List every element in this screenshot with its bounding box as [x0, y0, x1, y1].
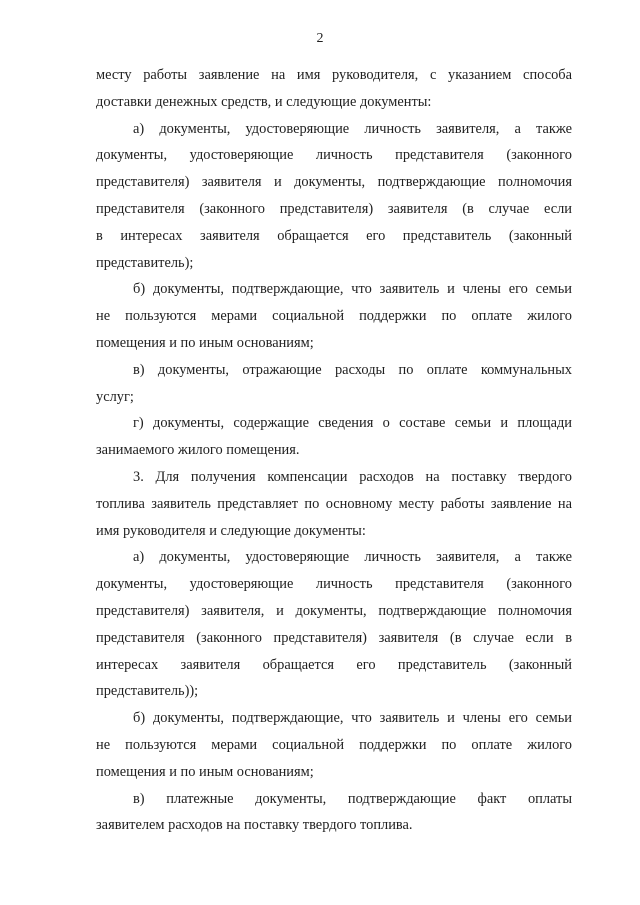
paragraph-p-v2 [96, 786, 572, 840]
paragraph-p-g1 [96, 410, 572, 464]
text-line: в интересах заявителя обращается его представитель (законный [96, 227, 572, 244]
text-line: представителя (законного представителя) заявителя (в случае если в [96, 629, 572, 646]
text-line: помещения и по иным основаниям; [96, 334, 314, 351]
text-line: представитель); [96, 254, 194, 271]
document-body [96, 62, 572, 839]
text-line: б) документы, подтверждающие, что заявитель и члены его семьи [133, 281, 572, 298]
paragraph-p-a1 [96, 116, 572, 277]
text-line: а) документы, удостоверяющие личность заявителя, а также [133, 120, 572, 137]
text-line: документы, удостоверяющие личность представителя (законного [96, 576, 572, 593]
text-line: г) документы, содержащие сведения о составе семьи и площади [133, 415, 572, 432]
paragraph-p-b2 [96, 705, 572, 785]
text-line: а) документы, удостоверяющие личность заявителя, а также [133, 549, 572, 566]
text-line: помещения и по иным основаниям; [96, 763, 314, 780]
text-line: интересах заявителя обращается его представитель (законный [96, 656, 572, 673]
paragraph-p-intro-cont [96, 62, 572, 116]
paragraph-p-3 [96, 464, 572, 544]
text-line: представитель)); [96, 683, 199, 700]
page-number: 2 [316, 31, 324, 46]
text-line: заявителем расходов на поставку твердого топлива. [96, 817, 413, 834]
text-line: имя руководителя и следующие документы: [96, 522, 366, 539]
text-line: документы, удостоверяющие личность представителя (законного [96, 147, 572, 164]
text-line: месту работы заявление на имя руководителя, с указанием способа [96, 67, 572, 83]
text-line: доставки денежных средств, и следующие документы: [96, 93, 432, 110]
text-line: представителя) заявителя и документы, подтверждающие полномочия [96, 174, 572, 191]
text-line: не пользуются мерами социальной поддержки по оплате жилого [96, 736, 572, 753]
text-line: представителя) заявителя, и документы, подтверждающие полномочия [96, 602, 572, 619]
text-line: занимаемого жилого помещения. [96, 442, 300, 459]
text-line: б) документы, подтверждающие, что заявитель и члены его семьи [133, 710, 572, 727]
text-line: топлива заявитель представляет по основному месту работы заявление на [96, 495, 572, 512]
text-line: в) документы, отражающие расходы по оплате коммунальных [133, 361, 572, 378]
paragraph-p-b1 [96, 276, 572, 356]
paragraph-p-v1 [96, 357, 572, 411]
text-line: не пользуются мерами социальной поддержки по оплате жилого [96, 308, 572, 325]
text-line: представителя (законного представителя) заявителя (в случае если [96, 200, 572, 217]
text-line: услуг; [96, 388, 134, 405]
text-line: 3. Для получения компенсации расходов на поставку твердого [133, 468, 572, 485]
paragraph-p-a2 [96, 544, 572, 705]
text-line: в) платежные документы, подтверждающие факт оплаты [133, 790, 572, 807]
